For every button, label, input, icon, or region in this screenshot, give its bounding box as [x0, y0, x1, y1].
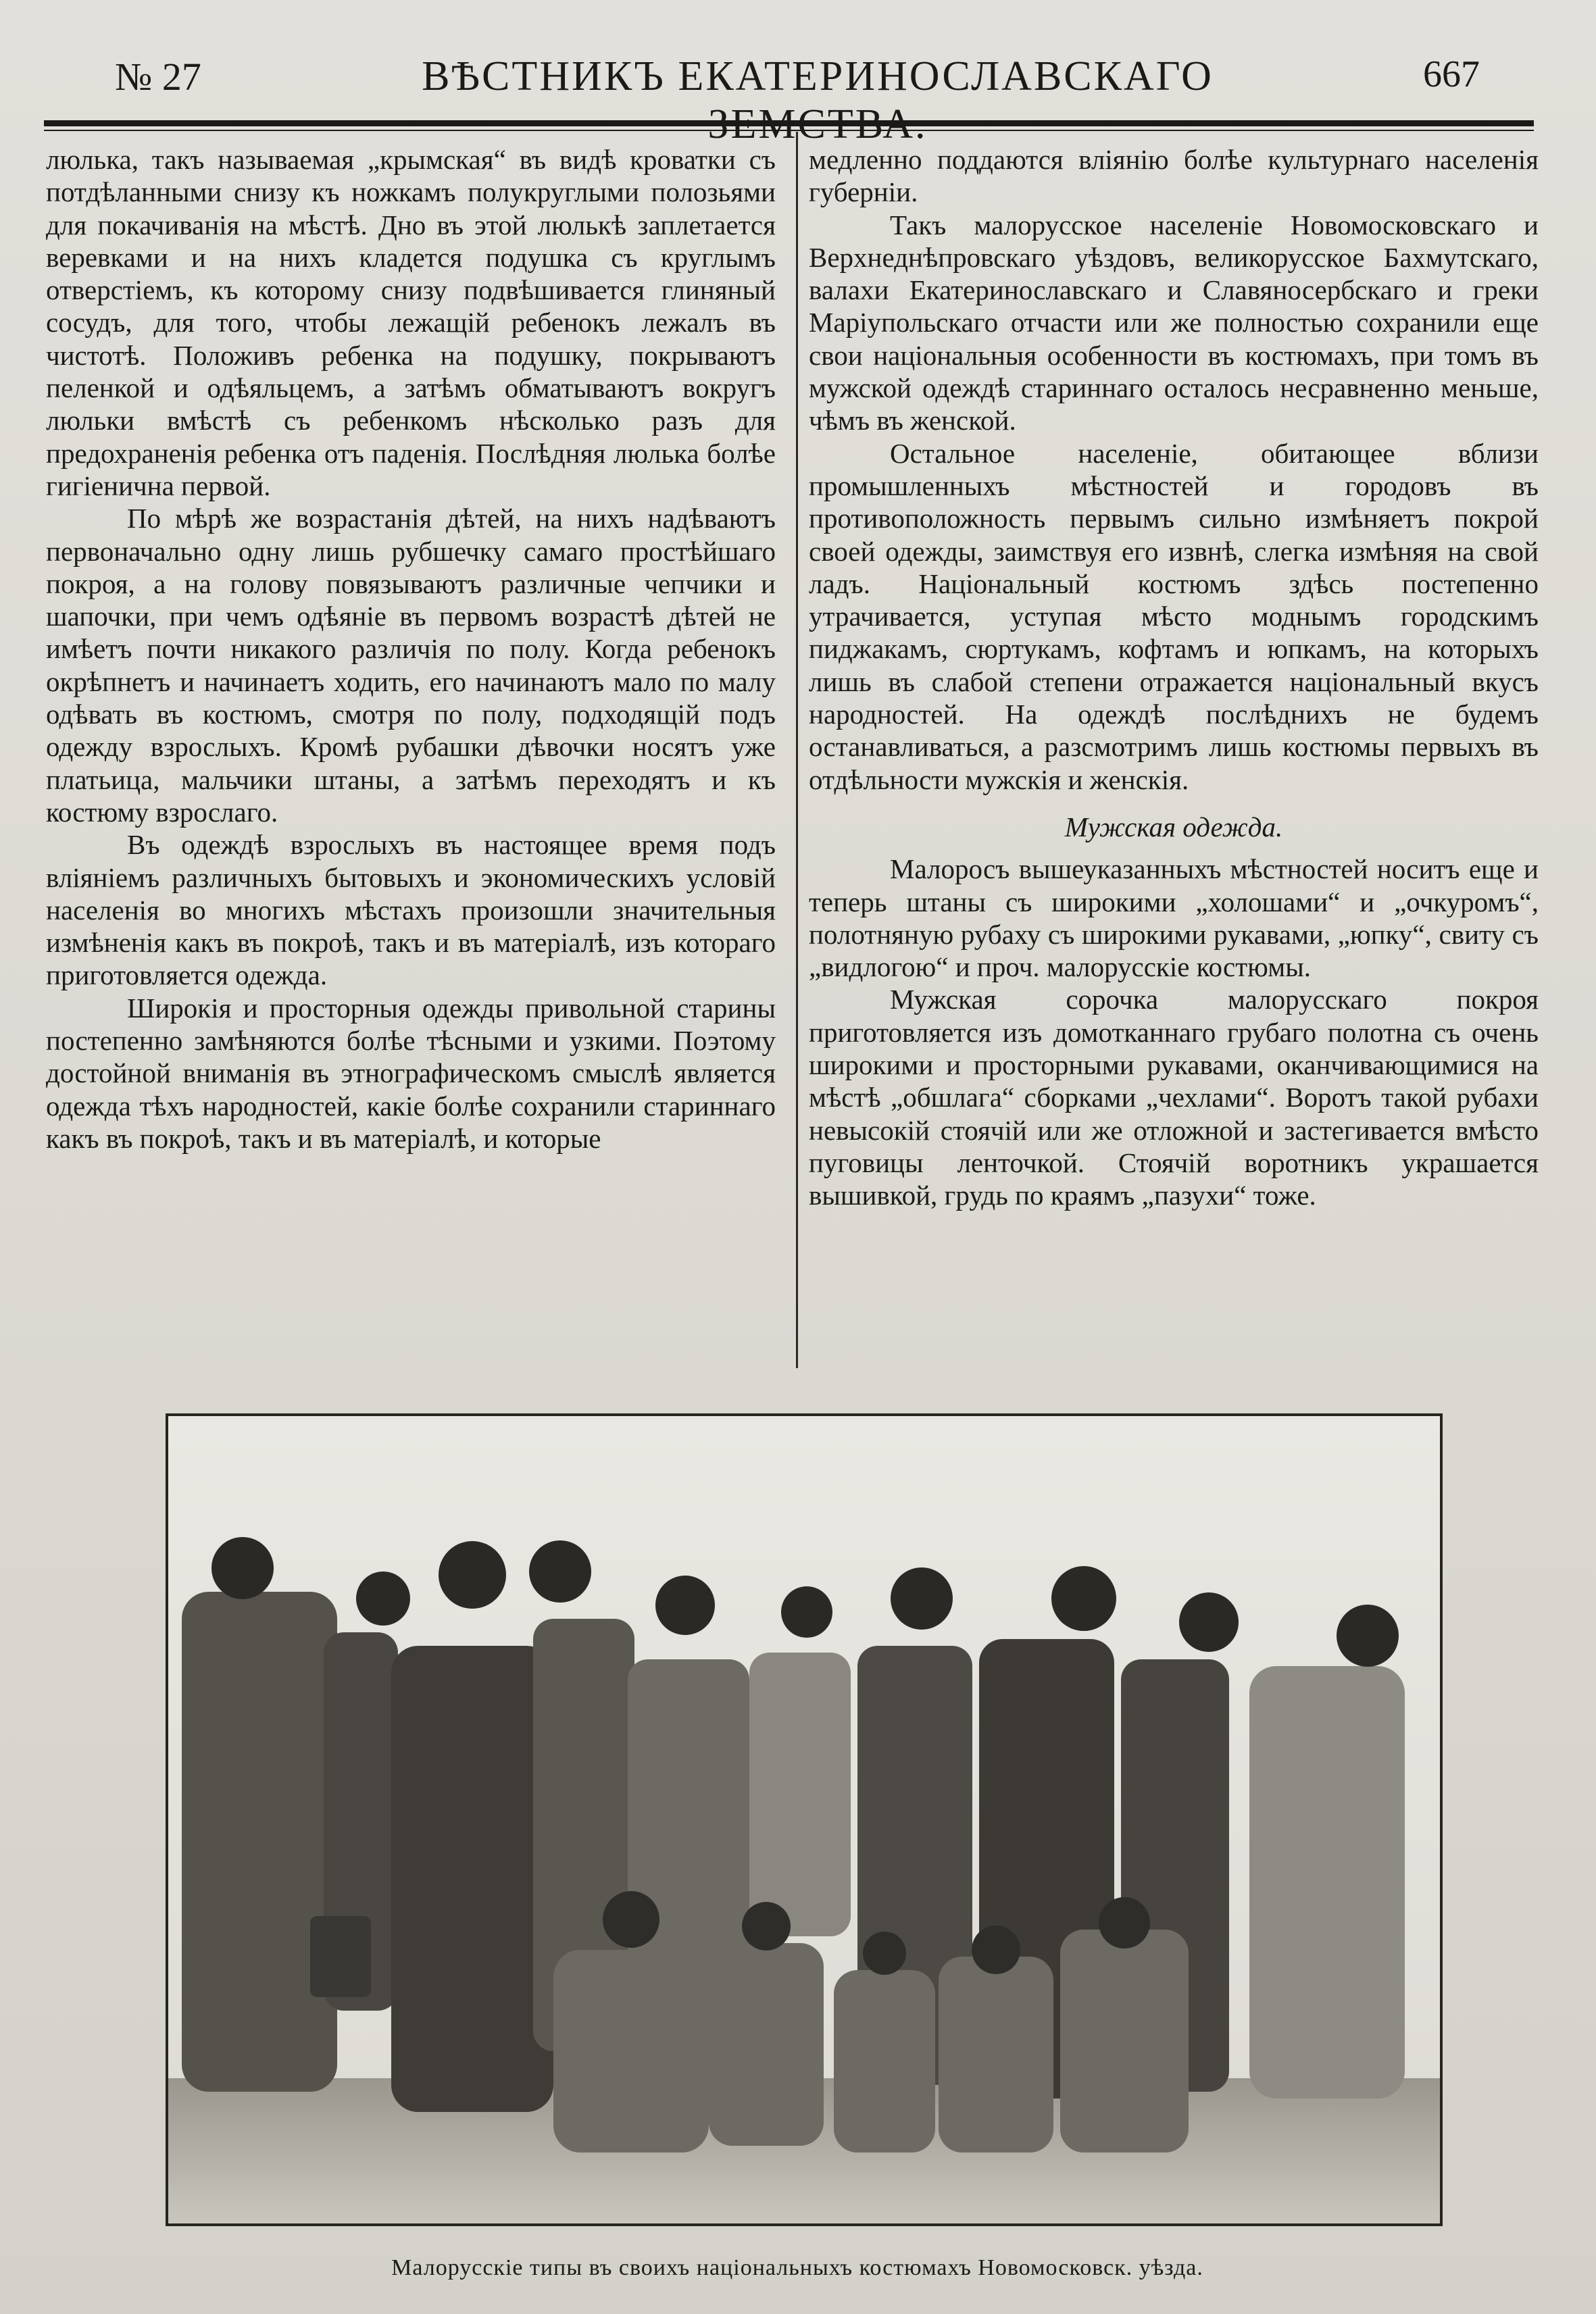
- paragraph: Такъ малорусское населеніе Новомосковскаго и Верхнеднѣпровскаго уѣздовъ, великорусское Бахмутскаго, валахи Екатеринославскаго и Славяносербскаго и греки Маріупольскаго отчасти или же полностью сохранили еще свои національныя особенности въ костюмахъ, при томъ въ мужской одеждѣ стариннаго осталось несравненно меньше, чѣмъ въ женской.: [809, 209, 1539, 436]
- paragraph: Малоросъ вышеуказанныхъ мѣстностей носитъ еще и теперь штаны съ широкими „холошами“ и „очкуромъ“, полотняную рубаху съ широкими рукавами, „юпку“, свиту съ „видлогою“ и проч. малорусскіе костюмы.: [809, 853, 1539, 983]
- column-divider: [796, 132, 798, 1368]
- paragraph: Остальное населеніе, обитающее вблизи промышленныхъ мѣстностей и городовъ въ противоположность первымъ сильно измѣняетъ покрой своей одежды, заимствуя его извнѣ, слегка измѣняя на свой ладъ. Національный костюмъ здѣсь постепенно утрачивается, уступая мѣсто моднымъ городскимъ пиджакамъ, сюртукамъ, кофтамъ и юпкамъ, на которыхъ лишь въ слабой степени отражается національный вкусъ народностей. На одеждѣ послѣднихъ не будемъ останавливаться, а разсмотримъ лишь костюмы первыхъ въ отдѣльности мужскія и женскія.: [809, 437, 1539, 795]
- left-column: [46, 143, 776, 1155]
- group-photograph: [166, 1413, 1443, 2226]
- issue-number: № 27: [115, 55, 201, 99]
- header-rule-thin: [44, 130, 1534, 131]
- page-number: 667: [1423, 53, 1480, 95]
- section-heading: Мужская одежда.: [1064, 811, 1283, 842]
- paragraph: Широкія и просторныя одежды привольной старины постепенно замѣняются болѣе тѣсными и узкими. Поэтому достойной вниманія въ этнографическомъ смыслѣ является одежда тѣхъ народностей, какіе болѣе сохранили стариннаго какъ въ покроѣ, такъ и въ матеріалѣ, и которые: [46, 992, 776, 1154]
- page-header: [101, 47, 1493, 108]
- photo-image: [168, 1416, 1440, 2223]
- right-column: [809, 143, 1539, 1212]
- paragraph: люлька, такъ называемая „крымская“ въ видѣ кроватки съ потдѣланными снизу къ ножкамъ полукруглыми полозьями для покачиванія на мѣстѣ. Дно въ этой люлькѣ заплетается веревками и на нихъ кладется подушка съ круглымъ отверстіемъ, къ которому снизу подвѣшивается глиняный сосудъ, для того, чтобы лежащій ребенокъ лежалъ въ чистотѣ. Положивъ ребенка на подушку, покрываютъ пеленкой и одѣяльцемъ, а затѣмъ обматываютъ вокругъ люльки вмѣстѣ съ ребенкомъ нѣсколько разъ для предохраненія ребенка отъ паденія. Послѣдняя люлька болѣе гигіенична первой.: [46, 144, 776, 501]
- paragraph: медленно поддаются вліянію болѣе культурнаго населенія губерніи.: [809, 144, 1539, 208]
- paragraph: Въ одеждѣ взрослыхъ въ настоящее время подъ вліяніемъ различныхъ бытовыхъ и экономическихъ условій населенія во многихъ мѣстахъ произошли значительныя измѣненія какъ въ покроѣ, такъ и въ матеріалѣ, изъ котораго приготовляется одежда.: [46, 829, 776, 991]
- journal-title: ВѢСТНИКЪ ЕКАТЕРИНОСЛАВСКАГО: [422, 53, 1214, 99]
- paragraph: По мѣрѣ же возрастанія дѣтей, на нихъ надѣваютъ первоначально одну лишь рубшечку самаго простѣйшаго покроя, а на голову повязываютъ различные чепчики и шапочки, при чемъ одѣяніе въ первомъ возрастѣ дѣтей не имѣетъ почти никакого различія по полу. Когда ребенокъ окрѣпнетъ и начинаетъ ходить, его начинаютъ мало по малу одѣвать въ костюмъ, смотря по полу, подходящій подъ одежду взрослыхъ. Кромѣ рубашки дѣвочки носятъ уже платьица, мальчики штаны, а затѣмъ переходятъ и къ костюму взрослаго.: [46, 503, 776, 828]
- photo-caption: Малорусскіе типы въ своихъ національныхъ костюмахъ Новомосковск. уѣзда.: [391, 2255, 1203, 2280]
- header-rule: [44, 120, 1534, 126]
- paragraph: Мужская сорочка малорусскаго покроя приготовляется изъ домотканнаго грубаго полотна съ очень широкими и просторными рукавами, оканчивающимися на мѣстѣ „обшлага“ сборками „чехлами“. Воротъ такой рубахи невысокій стоячій или же отложной и застегивается вмѣсто пуговицы ленточкой. Стоячій воротникъ украшается вышивкой, грудь по краямъ „пазухи“ тоже.: [809, 984, 1539, 1211]
